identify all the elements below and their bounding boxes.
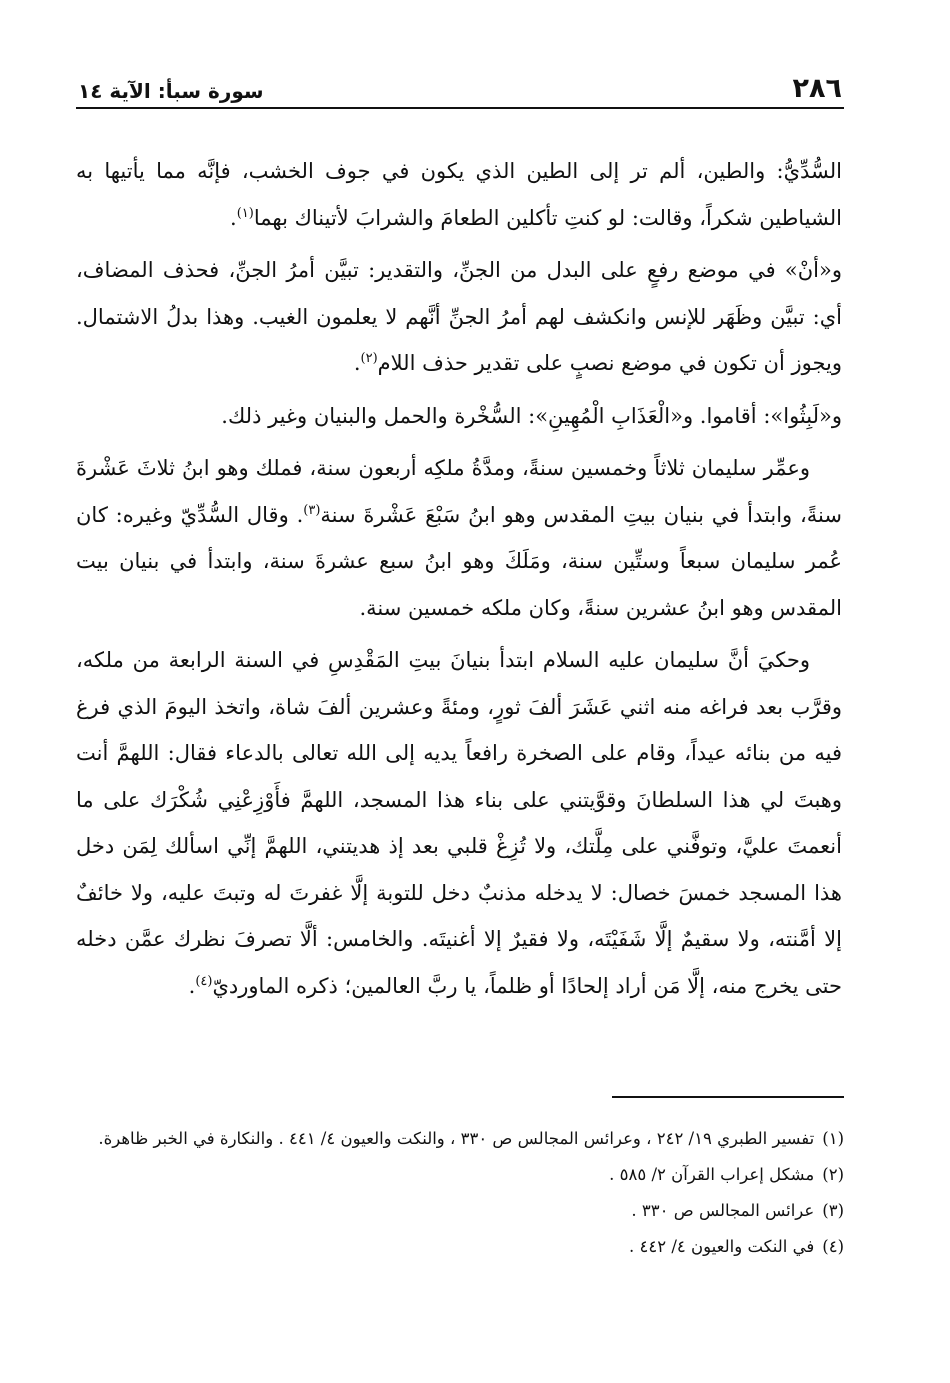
paragraph: و«لَبِثُوا»: أقاموا. و«الْعَذَابِ الْمُهِينِ»: السُّخْرة والحمل والبنيان وغير ذلك.	[221, 403, 842, 428]
footnote-number: (٣)	[822, 1201, 844, 1220]
main-text	[76, 148, 842, 1015]
surah-title: سورة سبأ: الآية ١٤	[78, 79, 264, 103]
page-number: ٢٨٦	[792, 73, 842, 104]
footnote-text: في النكت والعيون ٤/ ٤٤٢ .	[629, 1237, 815, 1256]
paragraph: السُّدِّيُّ: والطين، ألم تر إلى الطين الذي يكون في جوف الخشب، فإنَّه مما يأتيها به الشياطين شكراً، وقالت: لو كنتِ تأكلين الطعامَ والشرابَ لأتيناك بهما$^{(١)}$.	[76, 159, 842, 230]
paragraph: وعمِّر سليمان ثلاثاً وخمسين سنةً، ومدَّةُ ملكِه أربعون سنة، فملك وهو ابنُ ثلاثَ عَشْرةَ سنةً، وابتدأ في بنيان بيتِ المقدس وهو ابنُ سَبْعَ عَشْرةَ سنة$^{(٣)}$. وقال السُّدِّيّ وغيره: كان عُمر سليمان سبعاً وستِّين سنة، ومَلَكَ وهو ابنُ سبع عشرةَ سنة، وابتدأ في بنيان بيت المقدس وهو ابنُ عشرين سنةً، وكان ملكه خمسين سنة.	[76, 456, 842, 620]
footnote	[74, 1232, 844, 1262]
footnotes	[74, 1124, 844, 1268]
footnote-marker[interactable]: (٢)	[360, 351, 378, 366]
footnote-text: عرائس المجالس ص ٣٣٠ .	[631, 1201, 815, 1220]
footnote-marker[interactable]: (٤)	[195, 973, 213, 989]
footnote	[74, 1124, 844, 1154]
footnote-number: (٤)	[822, 1237, 844, 1256]
running-header	[78, 68, 842, 104]
footnote-text: مشكل إعراب القرآن ٢/ ٥٨٥ .	[609, 1165, 815, 1184]
footnote-number: (١)	[822, 1129, 844, 1148]
footnote-marker[interactable]: (١)	[236, 205, 254, 221]
footnote	[74, 1196, 844, 1226]
footnote-marker[interactable]: (٣)	[303, 502, 321, 518]
footnote-text: تفسير الطبري ١٩/ ٢٤٢ ، وعرائس المجالس ص ٣٣٠ ، والنكت والعيون ٤/ ٤٤١ . والنكارة في الخبر ظاهرة.	[98, 1129, 815, 1148]
header-divider	[76, 107, 844, 109]
paragraph: و«أنْ» في موضع رفعٍ على البدل من الجنِّ، والتقدير: تبيَّن أمرُ الجنِّ، فحذف المضاف، أي: تبيَّن وظَهَر للإنس وانكشف لهم أمرُ الجنِّ أنَّهم لا يعلمون الغيب. وهذا بدلُ الاشتمال. ويجوز أن تكون في موضع نصبٍ على تقدير حذف اللام$^{(٢)}$.	[76, 258, 842, 375]
footnote	[74, 1160, 844, 1190]
footnote-number: (٢)	[822, 1165, 844, 1184]
footnote-divider	[612, 1096, 844, 1098]
paragraph: وحكيَ أنَّ سليمان عليه السلام ابتدأ بنيانَ بيتِ المَقْدِسِ في السنة الرابعة من ملكه، وقرَّب بعد فراغه منه اثني عَشَرَ ألفَ ثورٍ، ومئةً وعشرين ألفَ شاة، واتخذ اليومَ الذي فرغ فيه من بنائه عيداً، وقام على الصخرة رافعاً يديه إلى الله تعالى بالدعاء فقال: اللهمَّ أنت وهبتَ لي هذا السلطانَ وقوَّيتني على بناء هذا المسجد، اللهمَّ فأَوْزِعْنِي شُكْرَك على ما أنعمتَ عليَّ، وتوفَّني على مِلَّتك، ولا تُزِغْ قلبي بعد إذ هديتني، اللهمَّ إنِّي اسألك لِمَن دخل هذا المسجد خمسَ خصال: لا يدخله مذنبٌ دخل للتوبة إلَّا غفرتَ له وتبتَ عليه، ولا خائفٌ إلا أمَّنته، ولا سقيمٌ إلَّا شَفَيْتَه، ولا فقيرٌ إلا أغنيتَه. والخامس: ألَّا تصرفَ نظرك عمَّن دخله حتى يخرج منه، إلَّا مَن أراد إلحادًا أو ظلماً، يا ربَّ العالمين؛ ذكره الماورديّ$^{(٤)}$.	[76, 648, 842, 998]
